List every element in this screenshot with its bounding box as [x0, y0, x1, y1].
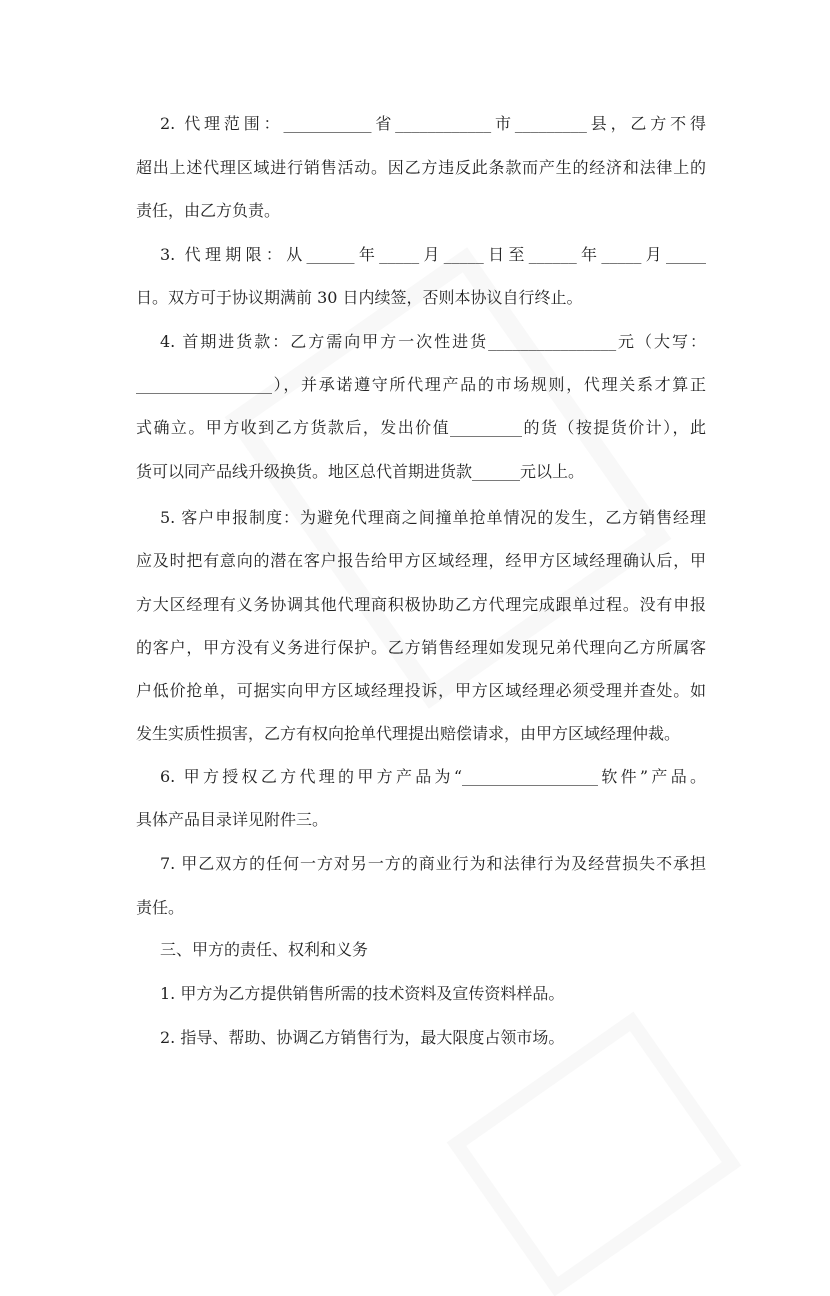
- text-line: 货可以同产品线升级换货。地区总代首期进货款______元以上。: [136, 462, 585, 481]
- text-line: 日。双方可于协议期满前 30 日内续签，否则本协议自行终止。: [136, 288, 583, 307]
- text-line: 应及时把有意向的潜在客户报告给甲方区域经理，经甲方区域经理确认后，甲: [136, 551, 706, 570]
- text-line: 具体产品目录详见附件三。: [136, 810, 329, 829]
- text-line: 3. 代理期限：从______年_____月_____日至______年_____月_____: [160, 245, 706, 264]
- text-line: _________________），并承诺遵守所代理产品的市场规则，代理关系才算正: [136, 375, 706, 394]
- text-line: 6. 甲方授权乙方代理的甲方产品为“_________________软件”产品。: [160, 767, 706, 786]
- watermark: [447, 1012, 742, 1296]
- text-line: 4. 首期进货款：乙方需向甲方一次性进货________________元（大写：: [160, 332, 706, 351]
- text-line: 超出上述代理区域进行销售活动。因乙方违反此条款而产生的经济和法律上的: [136, 158, 706, 177]
- text-line: 责任。: [136, 898, 185, 917]
- text-line: 1. 甲方为乙方提供销售所需的技术资料及宣传资料样品。: [160, 984, 565, 1003]
- text-line: 的客户，甲方没有义务进行保护。乙方销售经理如发现兄弟代理向乙方所属客: [136, 638, 706, 657]
- text-line: 5. 客户申报制度：为避免代理商之间撞单抢单情况的发生，乙方销售经理: [160, 508, 706, 527]
- text-line: 三、甲方的责任、权利和义务: [160, 940, 369, 959]
- text-line: 户低价抢单，可据实向甲方区域经理投诉，甲方区域经理必须受理并查处。如: [136, 681, 706, 700]
- text-line: 式确立。甲方收到乙方货款后，发出价值_________的货（按提货价计），此: [136, 418, 706, 437]
- text-line: 7. 甲乙双方的任何一方对另一方的商业行为和法律行为及经营损失不承担: [160, 854, 706, 873]
- text-line: 2. 指导、帮助、协调乙方销售行为，最大限度占领市场。: [160, 1028, 565, 1047]
- text-line: 发生实质性损害，乙方有权向抢单代理提出赔偿请求，由甲方区域经理仲裁。: [136, 724, 681, 743]
- text-line: 责任，由乙方负责。: [136, 201, 281, 220]
- text-line: 2. 代理范围：___________省____________市_________县，乙方不得: [160, 114, 706, 133]
- text-line: 方大区经理有义务协调其他代理商积极协助乙方代理完成跟单过程。没有申报: [136, 595, 706, 614]
